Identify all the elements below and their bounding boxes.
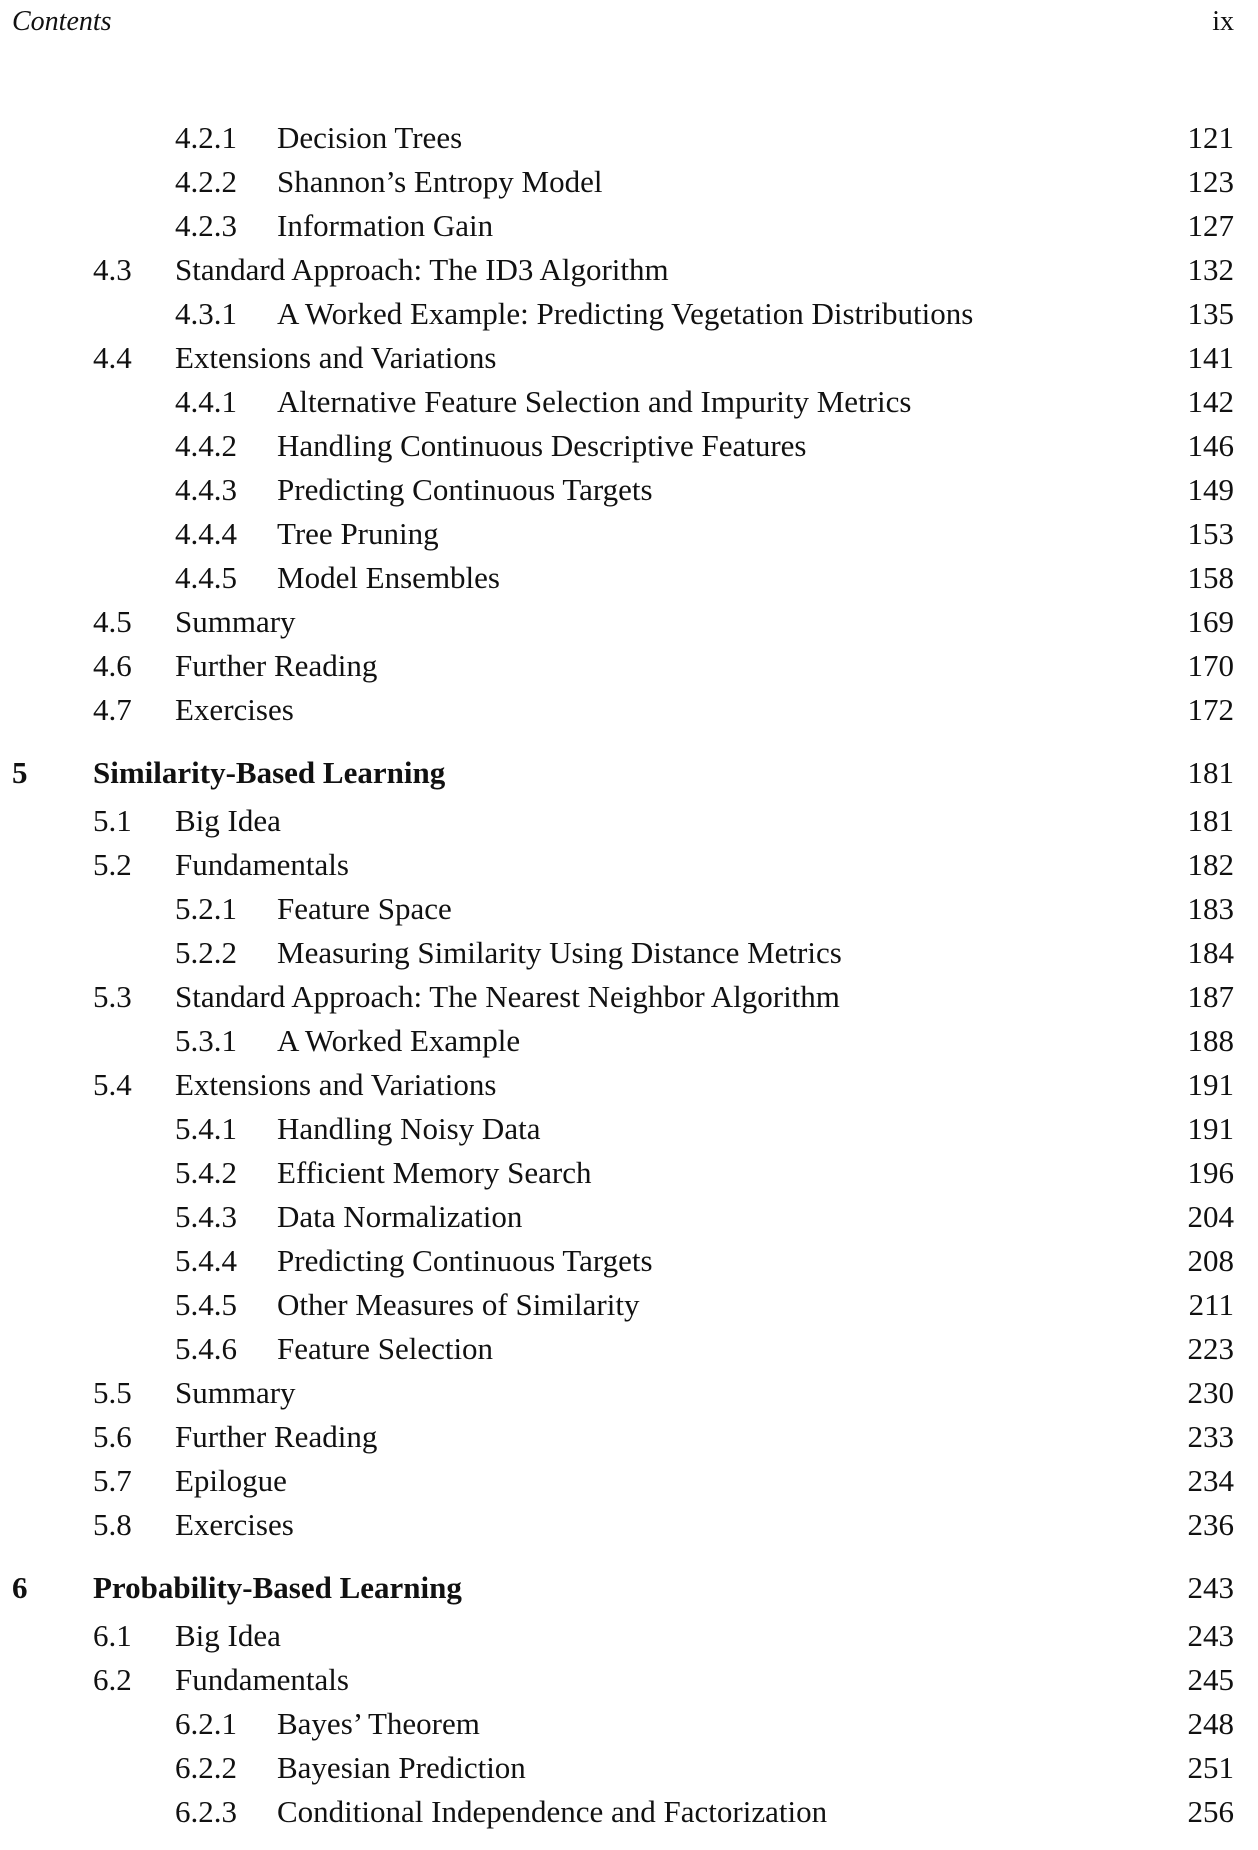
toc-section-entry	[0, 250, 1258, 290]
running-head-page-number: ix	[1212, 6, 1234, 37]
toc-entry-title: Summary	[175, 604, 296, 639]
toc-subsection-entry	[0, 118, 1258, 158]
toc-entry-title: Standard Approach: The ID3 Algorithm	[175, 252, 669, 287]
toc-entry-page: 204	[1187, 1199, 1234, 1234]
toc-entry-number: 6.2.3	[175, 1794, 237, 1829]
toc-entry-page: 188	[1187, 1023, 1234, 1058]
toc-entry-title: A Worked Example	[277, 1023, 521, 1058]
toc-entry-title: Model Ensembles	[277, 560, 500, 595]
toc-entry-title: Further Reading	[175, 648, 378, 683]
toc-entry-title: Feature Space	[277, 891, 452, 926]
toc-section-entry	[0, 646, 1258, 686]
toc-subsection-entry	[0, 294, 1258, 334]
toc-entry-title: Big Idea	[175, 803, 281, 838]
toc-entry-page: 191	[1187, 1111, 1234, 1146]
toc-entry-page: 123	[1187, 164, 1234, 199]
toc-entry-page: 251	[1187, 1750, 1234, 1785]
toc-subsection-entry	[0, 1792, 1258, 1832]
toc-section-entry	[0, 602, 1258, 642]
toc-entry-number: 4.2.2	[175, 164, 237, 199]
toc-entry-number: 4.2.1	[175, 120, 237, 155]
toc-subsection-entry	[0, 558, 1258, 598]
toc-entry-number: 5.4.6	[175, 1331, 237, 1366]
toc-subsection-entry	[0, 1748, 1258, 1788]
toc-entry-title: Similarity-Based Learning	[93, 755, 446, 790]
toc-chapter-entry	[0, 1568, 1258, 1608]
toc-entry-page: 153	[1187, 516, 1234, 551]
toc-entry-page: 169	[1187, 604, 1234, 639]
toc-section-entry	[0, 1065, 1258, 1105]
toc-subsection-entry	[0, 1197, 1258, 1237]
toc-entry-page: 243	[1187, 1570, 1234, 1605]
toc-entry-page: 121	[1187, 120, 1234, 155]
toc-subsection-entry	[0, 206, 1258, 246]
toc-entry-title: Big Idea	[175, 1618, 281, 1653]
toc-entry-number: 5.4.1	[175, 1111, 237, 1146]
toc-entry-number: 5.4.3	[175, 1199, 237, 1234]
toc-section-entry	[0, 1616, 1258, 1656]
toc-entry-page: 245	[1187, 1662, 1234, 1697]
toc-entry-title: Predicting Continuous Targets	[277, 472, 653, 507]
toc-entry-page: 172	[1187, 692, 1234, 727]
toc-entry-page: 230	[1187, 1375, 1234, 1410]
toc-entry-number: 4.4.1	[175, 384, 237, 419]
toc-entry-page: 248	[1187, 1706, 1234, 1741]
toc-entry-number: 4.4.4	[175, 516, 237, 551]
toc-entry-page: 211	[1188, 1287, 1234, 1322]
toc-entry-number: 5.5	[93, 1375, 132, 1410]
toc-entry-page: 208	[1187, 1243, 1234, 1278]
toc-section-entry	[0, 1417, 1258, 1457]
toc-entry-title: Summary	[175, 1375, 296, 1410]
toc-entry-page: 243	[1187, 1618, 1234, 1653]
toc-entry-number: 4.3	[93, 252, 132, 287]
toc-subsection-entry	[0, 1021, 1258, 1061]
toc-subsection-entry	[0, 426, 1258, 466]
toc-entry-number: 5.3.1	[175, 1023, 237, 1058]
toc-section-entry	[0, 1505, 1258, 1545]
toc-entry-page: 236	[1187, 1507, 1234, 1542]
toc-entry-number: 4.4.5	[175, 560, 237, 595]
toc-entry-title: Fundamentals	[175, 1662, 349, 1697]
toc-subsection-entry	[0, 162, 1258, 202]
toc-entry-title: Handling Continuous Descriptive Features	[277, 428, 807, 463]
toc-entry-title: Standard Approach: The Nearest Neighbor Algorithm	[175, 979, 840, 1014]
toc-entry-number: 5.7	[93, 1463, 132, 1498]
toc-entry-page: 234	[1187, 1463, 1234, 1498]
toc-entry-page: 196	[1187, 1155, 1234, 1190]
toc-entry-page: 135	[1187, 296, 1234, 331]
toc-entry-title: Exercises	[175, 692, 294, 727]
toc-section-entry	[0, 977, 1258, 1017]
toc-section-entry	[0, 1373, 1258, 1413]
toc-entry-page: 182	[1187, 847, 1234, 882]
toc-entry-page: 146	[1187, 428, 1234, 463]
toc-entry-number: 5.8	[93, 1507, 132, 1542]
toc-subsection-entry	[0, 1285, 1258, 1325]
toc-entry-title: Further Reading	[175, 1419, 378, 1454]
toc-entry-page: 127	[1187, 208, 1234, 243]
running-head-title: Contents	[12, 6, 112, 37]
toc-entry-title: Efficient Memory Search	[277, 1155, 592, 1190]
toc-entry-title: Measuring Similarity Using Distance Metrics	[277, 935, 842, 970]
toc-entry-title: Feature Selection	[277, 1331, 494, 1366]
toc-entry-number: 5.4.4	[175, 1243, 237, 1278]
toc-subsection-entry	[0, 1153, 1258, 1193]
toc-entry-number: 5.4.5	[175, 1287, 237, 1322]
toc-entry-title: Bayes’ Theorem	[277, 1706, 480, 1741]
toc-entry-number: 6.1	[93, 1618, 132, 1653]
toc-entry-page: 223	[1187, 1331, 1234, 1366]
toc-entry-title: Tree Pruning	[277, 516, 439, 551]
toc-entry-number: 4.2.3	[175, 208, 237, 243]
toc-entry-title: Conditional Independence and Factorization	[277, 1794, 828, 1829]
toc-entry-page: 181	[1187, 755, 1234, 790]
toc-entry-title: Shannon’s Entropy Model	[277, 164, 603, 199]
toc-subsection-entry	[0, 382, 1258, 422]
toc-subsection-entry	[0, 1329, 1258, 1369]
toc-entry-page: 142	[1187, 384, 1234, 419]
toc-entry-page: 184	[1187, 935, 1234, 970]
toc-entry-page: 187	[1187, 979, 1234, 1014]
toc-section-entry	[0, 1660, 1258, 1700]
toc-entry-number: 6.2	[93, 1662, 132, 1697]
toc-entry-page: 170	[1187, 648, 1234, 683]
toc-entry-title: Probability-Based Learning	[93, 1570, 462, 1605]
toc-entry-title: Exercises	[175, 1507, 294, 1542]
toc-entry-number: 4.3.1	[175, 296, 237, 331]
toc-entry-title: Extensions and Variations	[175, 340, 497, 375]
toc-entry-number: 6	[12, 1570, 28, 1605]
toc-subsection-entry	[0, 470, 1258, 510]
toc-entry-page: 233	[1187, 1419, 1234, 1454]
toc-entry-number: 5	[12, 755, 28, 790]
toc-entry-number: 4.4.2	[175, 428, 237, 463]
toc-entry-page: 149	[1187, 472, 1234, 507]
toc-entry-title: Data Normalization	[277, 1199, 523, 1234]
toc-section-entry	[0, 845, 1258, 885]
toc-entry-number: 5.3	[93, 979, 132, 1014]
toc-entry-page: 132	[1187, 252, 1234, 287]
toc-subsection-entry	[0, 889, 1258, 929]
toc-subsection-entry	[0, 1704, 1258, 1744]
toc-section-entry	[0, 690, 1258, 730]
toc-entry-title: Handling Noisy Data	[277, 1111, 541, 1146]
toc-entry-title: Alternative Feature Selection and Impurity Metrics	[277, 384, 912, 419]
toc-entry-title: Bayesian Prediction	[277, 1750, 526, 1785]
toc-entry-title: Information Gain	[277, 208, 494, 243]
toc-entry-number: 5.2	[93, 847, 132, 882]
toc-section-entry	[0, 338, 1258, 378]
toc-entry-title: Fundamentals	[175, 847, 349, 882]
toc-subsection-entry	[0, 933, 1258, 973]
toc-entry-number: 6.2.2	[175, 1750, 237, 1785]
toc-entry-number: 5.1	[93, 803, 132, 838]
toc-entry-title: Other Measures of Similarity	[277, 1287, 640, 1322]
toc-entry-number: 4.6	[93, 648, 132, 683]
toc-entry-number: 4.7	[93, 692, 132, 727]
toc-entry-title: Extensions and Variations	[175, 1067, 497, 1102]
toc-entry-title: Decision Trees	[277, 120, 463, 155]
toc-subsection-entry	[0, 1109, 1258, 1149]
toc-entry-title: A Worked Example: Predicting Vegetation Distributions	[277, 296, 974, 331]
toc-chapter-entry	[0, 753, 1258, 793]
toc-entry-number: 5.6	[93, 1419, 132, 1454]
toc-subsection-entry	[0, 514, 1258, 554]
toc-subsection-entry	[0, 1241, 1258, 1281]
toc-entry-number: 4.4.3	[175, 472, 237, 507]
toc-entry-number: 5.4	[93, 1067, 132, 1102]
toc-entry-number: 5.2.1	[175, 891, 237, 926]
toc-entry-title: Epilogue	[175, 1463, 287, 1498]
toc-entry-page: 158	[1187, 560, 1234, 595]
toc-entry-number: 6.2.1	[175, 1706, 237, 1741]
toc-entry-page: 191	[1187, 1067, 1234, 1102]
toc-entry-number: 4.5	[93, 604, 132, 639]
toc-entry-page: 141	[1187, 340, 1234, 375]
toc-entry-page: 256	[1187, 1794, 1234, 1829]
toc-entry-number: 4.4	[93, 340, 132, 375]
toc-entry-page: 183	[1187, 891, 1234, 926]
toc-entry-number: 5.4.2	[175, 1155, 237, 1190]
toc-entry-page: 181	[1187, 803, 1234, 838]
toc-entry-title: Predicting Continuous Targets	[277, 1243, 653, 1278]
toc-entry-number: 5.2.2	[175, 935, 237, 970]
toc-section-entry	[0, 1461, 1258, 1501]
toc-section-entry	[0, 801, 1258, 841]
